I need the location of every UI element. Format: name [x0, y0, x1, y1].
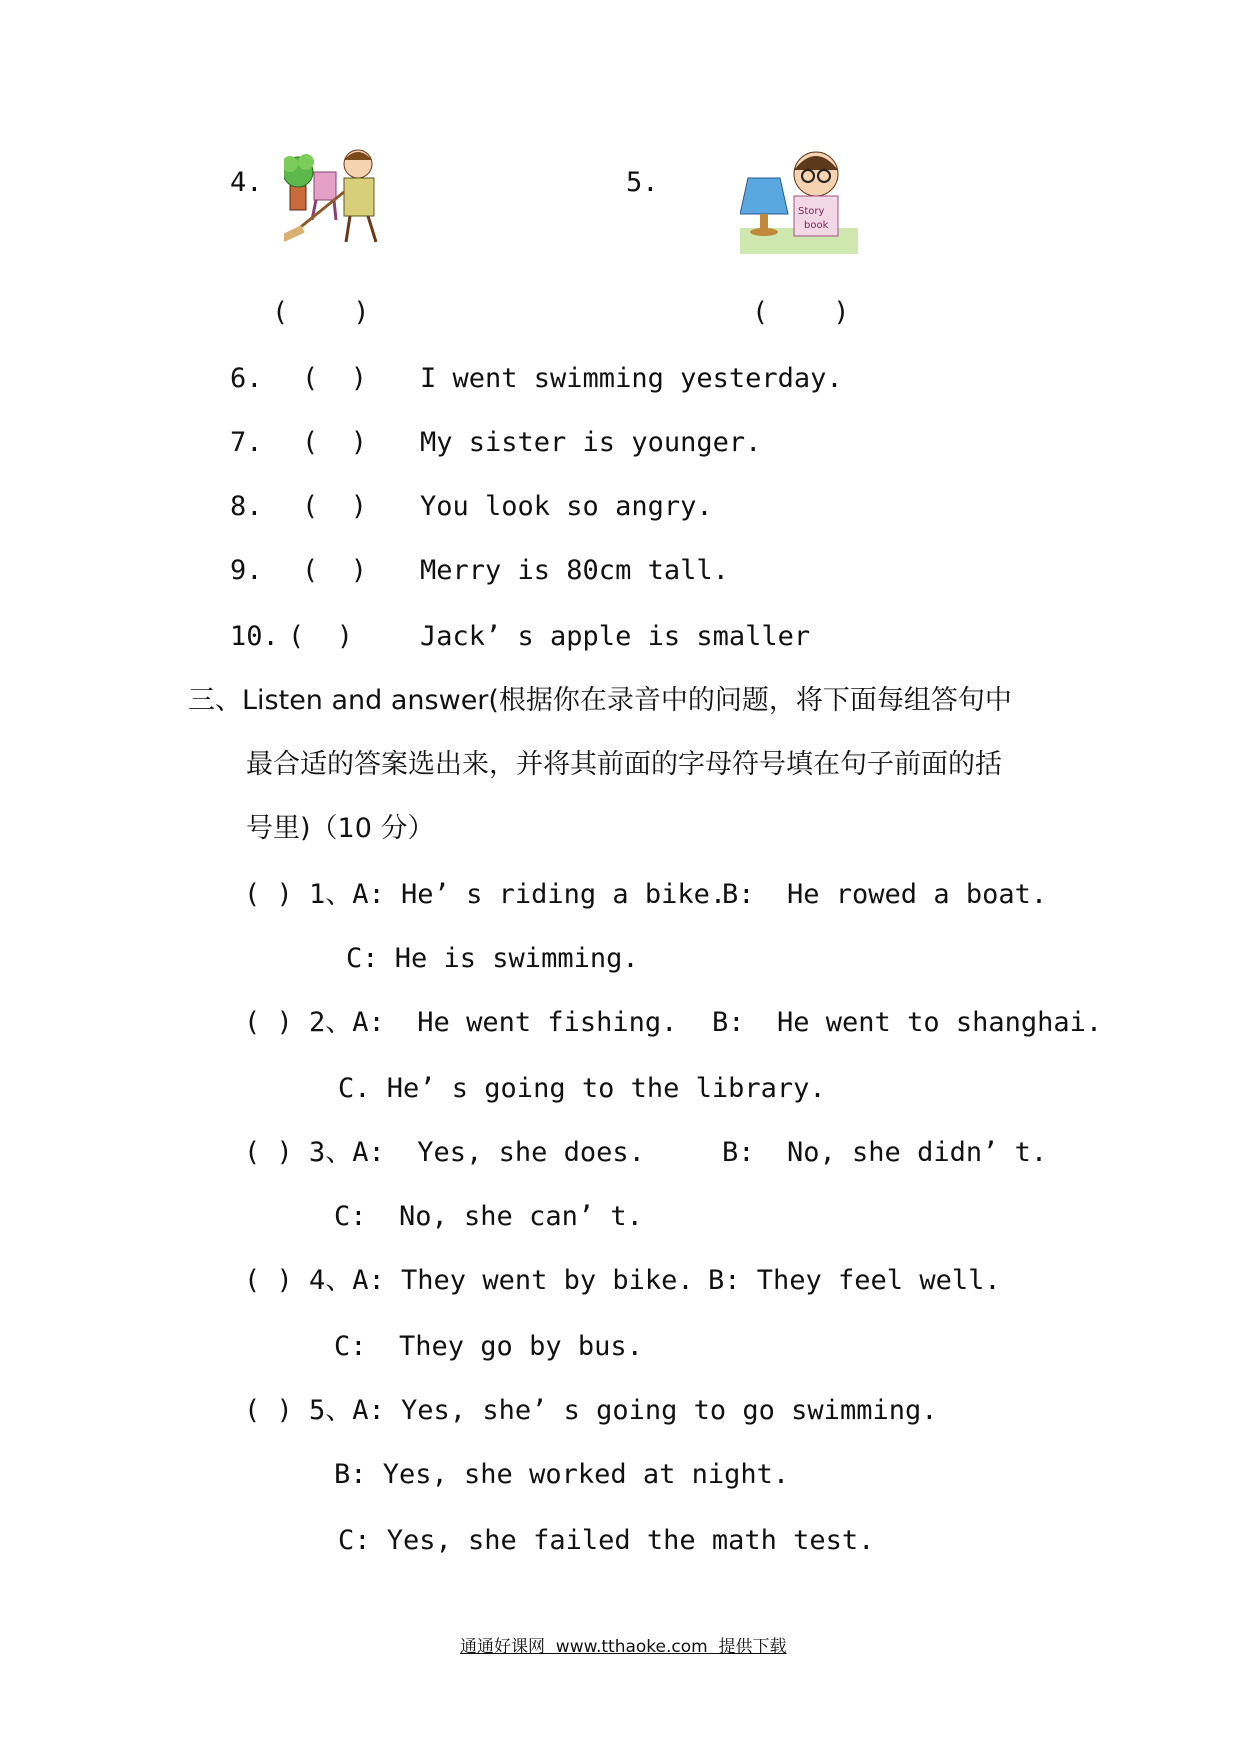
picture-4-bracket[interactable]: ( ) — [272, 297, 370, 328]
question-5-option-a: ( ) 5、A: Yes, she’ s going to go swimming. — [244, 1395, 938, 1426]
boy-reading-storybook-picture — [740, 148, 858, 258]
item-9-bracket[interactable]: ( ) — [302, 555, 368, 586]
item-8-number: 8. — [230, 491, 263, 522]
question-3-option-b: B: No, she didn’ t. — [722, 1137, 1048, 1168]
item-9-number: 9. — [230, 555, 263, 586]
question-1-option-b: B: He rowed a boat. — [722, 879, 1048, 910]
question-5-option-b: B: Yes, she worked at night. — [334, 1459, 790, 1490]
question-1-option-c: C: He is swimming. — [346, 943, 639, 974]
question-2-option-c: C. He’ s going to the library. — [338, 1073, 826, 1104]
question-1-option-a: ( ) 1、A: He’ s riding a bike. — [244, 879, 727, 910]
question-2-option-b: B: He went to shanghai. — [712, 1007, 1103, 1038]
item-10-text: Jack’ s apple is smaller — [420, 621, 811, 652]
svg-text:book: book — [804, 220, 829, 231]
item-8-text: You look so angry. — [420, 491, 713, 522]
item-10-number: 10. — [230, 621, 279, 652]
item-6-text: I went swimming yesterday. — [420, 363, 843, 394]
question-4-option-c: C: They go by bus. — [334, 1331, 643, 1362]
svg-text:Story: Story — [798, 206, 825, 217]
section-3-heading-line-2: 最合适的答案选出来，并将其前面的字母符号填在句子前面的括 — [246, 749, 1002, 780]
item-10-bracket[interactable]: ( ) — [288, 621, 354, 652]
question-4-option-a: ( ) 4、A: They went by bike. — [244, 1265, 694, 1296]
question-4-option-b: B: They feel well. — [708, 1265, 1001, 1296]
picture-5-bracket[interactable]: ( ) — [752, 297, 850, 328]
item-6-number: 6. — [230, 363, 263, 394]
picture-5-number: 5. — [626, 167, 659, 198]
question-3-option-c: C: No, she can’ t. — [334, 1201, 643, 1232]
picture-4-number: 4. — [230, 167, 263, 198]
item-7-bracket[interactable]: ( ) — [302, 427, 368, 458]
section-3-heading: 三、Listen and answer(根据你在录音中的问题，将下面每组答句中 — [188, 685, 1012, 716]
section-3-heading-line-3: 号里)（10 分） — [246, 813, 435, 844]
question-2-option-a: ( ) 2、A: He went fishing. — [244, 1007, 678, 1038]
question-5-option-c: C: Yes, she failed the math test. — [338, 1525, 875, 1556]
girl-sweeping-floor-picture — [284, 142, 404, 252]
item-6-bracket[interactable]: ( ) — [302, 363, 368, 394]
question-3-option-a: ( ) 3、A: Yes, she does. — [244, 1137, 645, 1168]
item-7-text: My sister is younger. — [420, 427, 762, 458]
footer-download-link[interactable]: 通通好课网 www.tthaoke.com 提供下载 — [460, 1637, 787, 1657]
item-9-text: Merry is 80cm tall. — [420, 555, 729, 586]
item-7-number: 7. — [230, 427, 263, 458]
item-8-bracket[interactable]: ( ) — [302, 491, 368, 522]
